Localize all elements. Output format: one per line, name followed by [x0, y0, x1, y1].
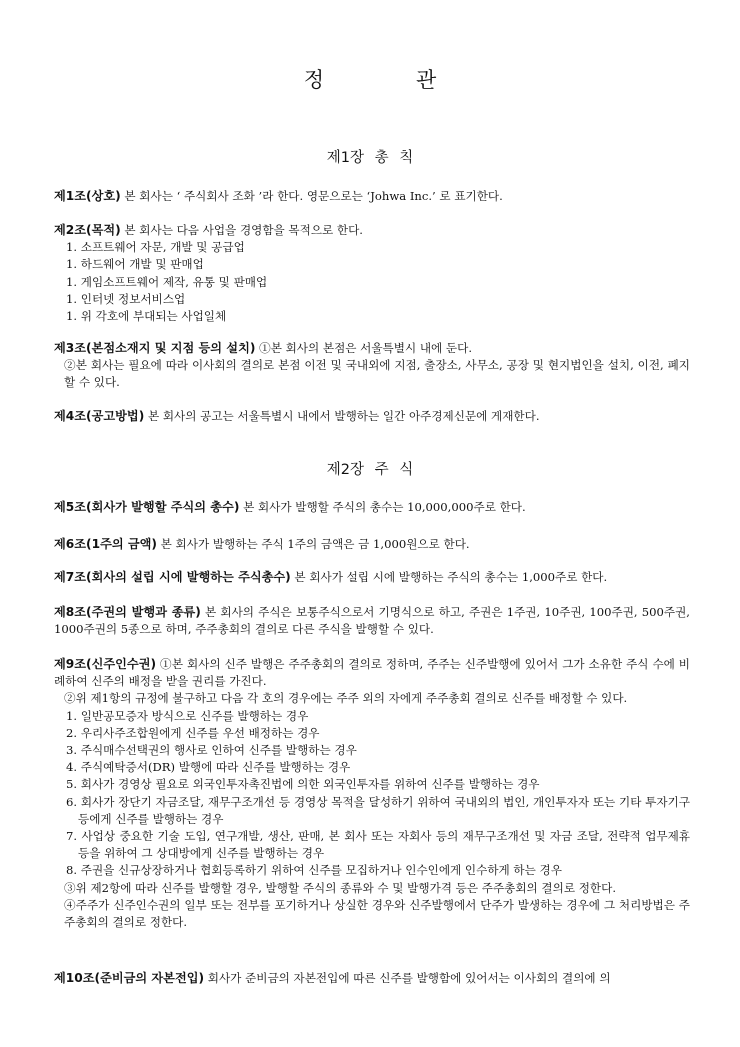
list-item: 1. 하드웨어 개발 및 판매업: [66, 257, 204, 272]
chapter-2-heading: 제2장 주 식: [326, 462, 414, 478]
list-item: 1. 게임소프트웨어 제작, 유통 및 판매업: [66, 274, 268, 289]
list-item: 3. 주식매수선택권의 행사로 인하여 신주를 발행하는 경우: [66, 743, 357, 758]
article-2-body: 본 회사는 다음 사업을 경영함을 목적으로 한다.: [120, 223, 363, 237]
article-4-head: 제4조(공고방법): [54, 409, 145, 423]
list-item: 1. 소프트웨어 자문, 개발 및 공급업: [66, 240, 245, 255]
article-9-paragraph-4: ④주주가 신주인수권의 일부 또는 전부를 포기하거나 상실한 경우와 신주발행에서 단주가 발생하는 경우에 그 처리방법은 주주총회의 결의로 정한다.: [64, 897, 690, 930]
list-item: 6. 회사가 장단기 자금조달, 재무구조개선 등 경영상 목적을 달성하기 위하여 국내외의 법인, 개인투자자 또는 기타 투자기구 등에게 신주를 발행하는 경우: [66, 794, 690, 826]
list-item: 5. 회사가 경영상 필요로 외국인투자촉진법에 의한 외국인투자를 위하여 신주를 발행하는 경우: [66, 777, 540, 792]
article-7-body: 본 회사가 설립 시에 발행하는 주식의 총수는 1,000주로 한다.: [290, 570, 608, 584]
article-4: [54, 408, 690, 425]
article-3: [54, 340, 690, 392]
article-3-head: 제3조(본점소재지 및 지점 등의 설치): [54, 341, 256, 355]
document-title: [0, 66, 740, 94]
article-6-body: 본 회사가 발행하는 주식 1주의 금액은 금 1,000원으로 한다.: [156, 537, 470, 551]
list-item: 4. 주식예탁증서(DR) 발행에 따라 신주를 발행하는 경우: [66, 760, 351, 775]
list-item: 1. 일반공모증자 방식으로 신주를 발행하는 경우: [66, 708, 309, 723]
article-5-head: 제5조(회사가 발행할 주식의 총수): [54, 500, 240, 514]
chapter-1-heading: 제1장 총 칙: [326, 150, 414, 166]
list-item: 1. 인터넷 정보서비스업: [66, 291, 186, 306]
article-6-head: 제6조(1주의 금액): [54, 537, 157, 551]
article-8: [54, 604, 690, 638]
article-6: [54, 536, 690, 553]
list-item: 7. 사업상 중요한 기술 도입, 연구개발, 생산, 판매, 본 회사 또는 자회사 등의 재무구조개선 및 자금 조달, 전략적 업무제휴 등을 위하여 그 상대방에게 신주를 발행하는 경우: [66, 829, 690, 861]
article-10-body: 회사가 준비금의 자본전입에 따른 신주를 발행함에 있어서는 이사회의 결의에 의: [204, 971, 611, 985]
article-2-head: 제2조(목적): [54, 223, 121, 237]
article-8-body: 본 회사의 주식은 보통주식으로서 기명식으로 하고, 주권은 1주권, 10주권, 100주권, 500주권, 1000주권의 5종으로 하며, 주주총회의 결의로 다른 주식을 발행할 수 있다.: [54, 605, 690, 637]
article-1-head: 제1조(상호): [54, 189, 121, 203]
article-9: [54, 656, 690, 931]
article-5: [54, 499, 690, 516]
article-3-body: ①본 회사의 본점은 서울특별시 내에 둔다.: [255, 341, 473, 355]
article-9-paragraph-3: ③위 제2항에 따라 신주를 발행할 경우, 발행할 주식의 종류와 수 및 발행가격 등은 주주총회의 결의로 정한다.: [64, 880, 617, 895]
article-9-head: 제9조(신주인수권): [54, 657, 157, 671]
article-1-body: 본 회사는 ‘ 주식회사 조화 ’라 한다. 영문으로는 ‘Johwa Inc.’ 로 표기한다.: [120, 189, 503, 203]
list-item: 1. 위 각호에 부대되는 사업일체: [66, 309, 227, 324]
article-8-head: 제8조(주권의 발행과 종류): [54, 605, 201, 619]
list-item: 2. 우리사주조합원에게 신주를 우선 배정하는 경우: [66, 725, 320, 740]
article-5-body: 본 회사가 발행할 주식의 총수는 10,000,000주로 한다.: [239, 500, 526, 514]
article-3-paragraph-2: ②본 회사는 필요에 따라 이사회의 결의로 본점 이전 및 국내외에 지점, 출장소, 사무소, 공장 및 현지법인을 설치, 이전, 폐지할 수 있다.: [64, 358, 690, 390]
article-7-head: 제7조(회사의 설립 시에 발행하는 주식총수): [54, 570, 291, 584]
article-10: [54, 970, 690, 987]
article-9-body: ①본 회사의 신주 발행은 주주총회의 결의로 정하며, 주주는 신주발행에 있어서 그가 소유한 주식 수에 비례하여 신주의 배정을 받을 권리를 가진다.: [54, 657, 690, 689]
article-9-paragraph-2: ②위 제1항의 규정에 불구하고 다음 각 호의 경우에는 주주 외의 자에게 주주총회 결의로 신주를 배정할 수 있다.: [64, 691, 628, 706]
article-10-head: 제10조(준비금의 자본전입): [54, 971, 205, 985]
title-char-2: 관: [416, 68, 437, 92]
title-char-1: 정: [303, 68, 324, 92]
article-1: [54, 188, 690, 205]
article-7: [54, 569, 690, 586]
article-2: [54, 222, 690, 325]
article-4-body: 본 회사의 공고는 서울특별시 내에서 발행하는 일간 아주경제신문에 게재한다.: [144, 409, 540, 423]
list-item: 8. 주권을 신규상장하거나 협회등록하기 위하여 신주를 모집하거나 인수인에게 인수하게 하는 경우: [66, 863, 562, 878]
